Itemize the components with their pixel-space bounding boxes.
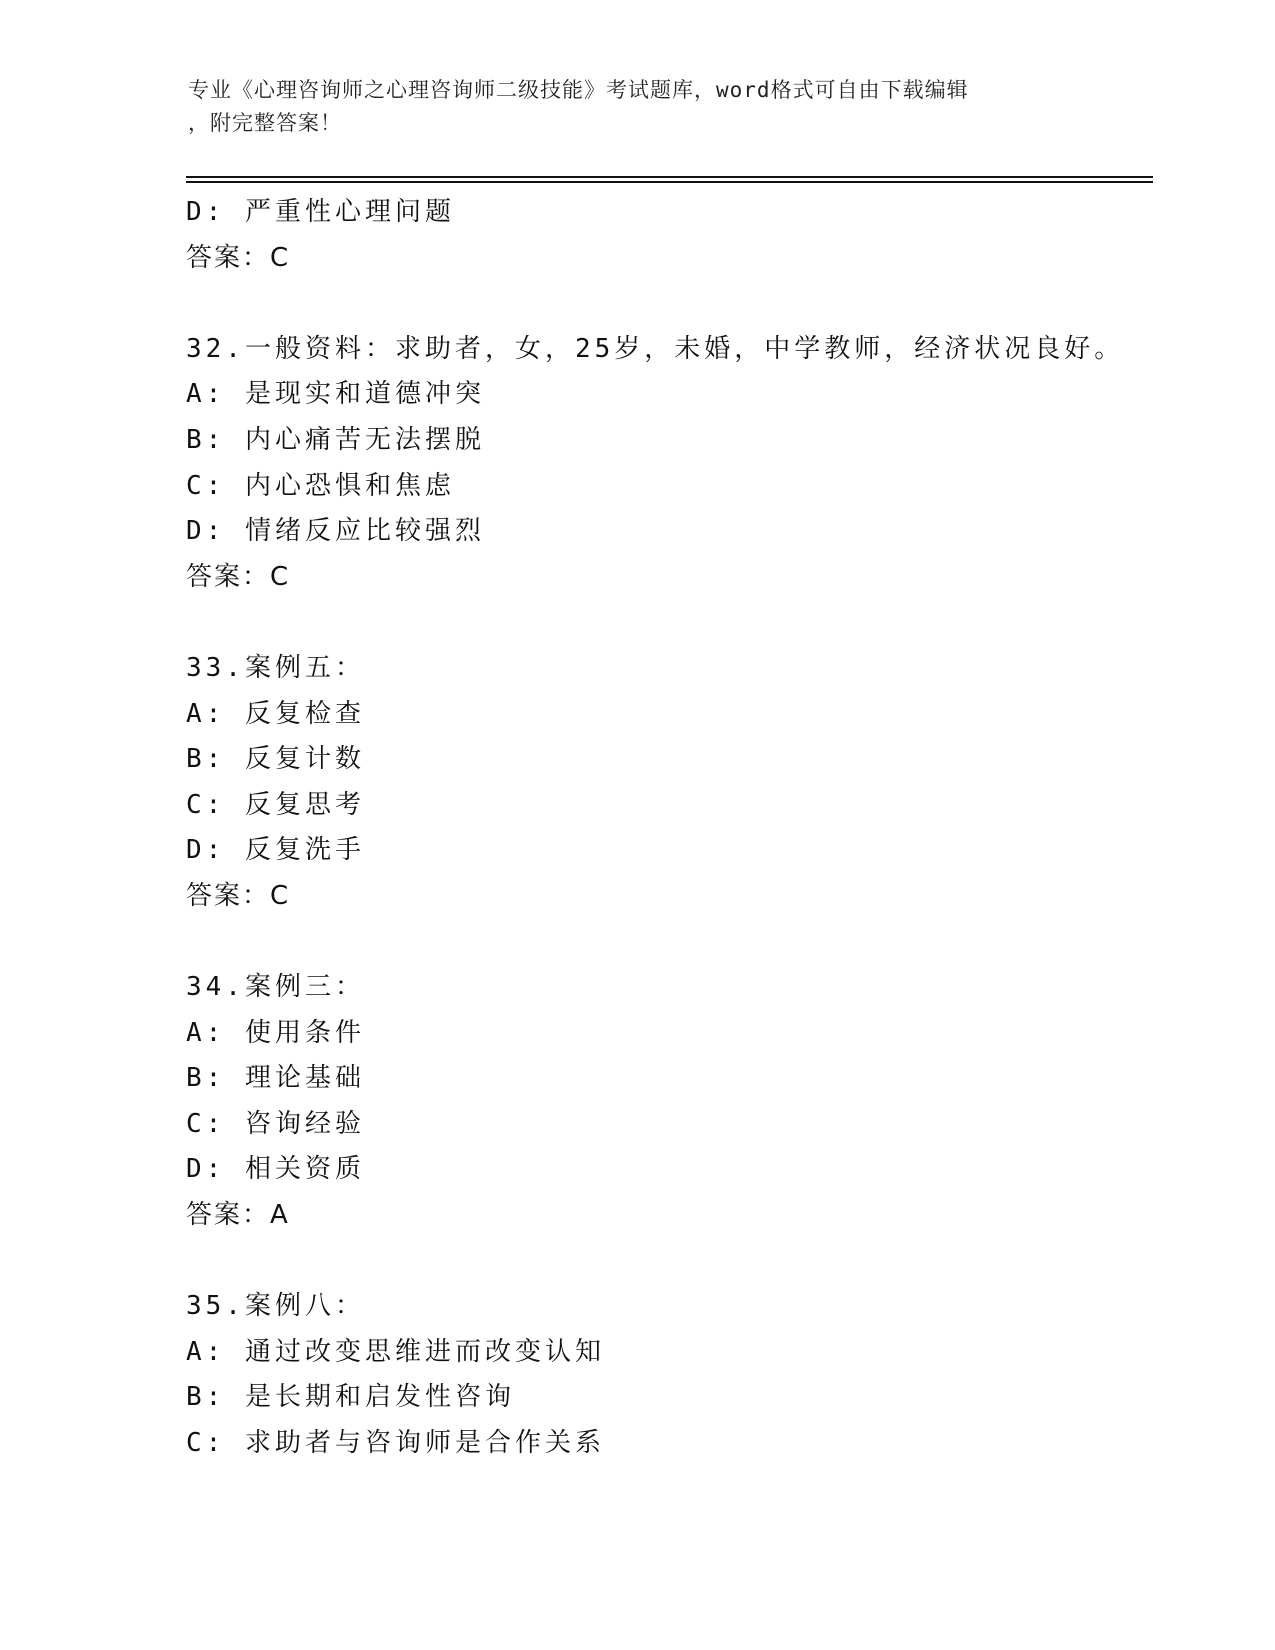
answer-line: 答案：C — [186, 561, 291, 592]
option-b: B: 是长期和启发性咨询 — [186, 1382, 515, 1413]
option-c: C: 反复思考 — [186, 789, 365, 820]
spacer — [186, 600, 1146, 646]
option-c: C: 求助者与咨询师是合作关系 — [186, 1428, 605, 1459]
answer-line: 答案：C — [186, 242, 291, 273]
question-stem: 32.一般资料：求助者，女，25岁，未婚，中学教师，经济状况良好。 — [186, 333, 1125, 364]
question-fragment — [186, 190, 1146, 281]
question-stem: 34.案例三： — [186, 972, 365, 1003]
option-a: A: 反复检查 — [186, 698, 365, 729]
header-rule-top — [186, 176, 1153, 178]
question-34 — [186, 965, 1146, 1239]
question-33 — [186, 646, 1146, 920]
option-a: A: 是现实和道德冲突 — [186, 379, 485, 410]
spacer — [186, 1239, 1146, 1285]
option-c: C: 内心恐惧和焦虑 — [186, 470, 455, 501]
option-a: A: 使用条件 — [186, 1017, 365, 1048]
option-b: B: 内心痛苦无法摆脱 — [186, 424, 485, 455]
question-stem: 35.案例八： — [186, 1291, 365, 1322]
option-b: B: 反复计数 — [186, 744, 365, 775]
answer-line: 答案：C — [186, 880, 291, 911]
question-35 — [186, 1284, 1146, 1466]
spacer — [186, 920, 1146, 966]
question-stem: 33.案例五： — [186, 652, 365, 683]
question-list — [186, 190, 1146, 1467]
option-d: D: 情绪反应比较强烈 — [186, 516, 485, 547]
option-d: D: 反复洗手 — [186, 835, 365, 866]
header-rule-bottom — [186, 181, 1153, 183]
option-d: D: 严重性心理问题 — [186, 197, 455, 227]
answer-line: 答案：A — [186, 1200, 290, 1231]
option-b: B: 理论基础 — [186, 1063, 365, 1094]
question-32 — [186, 327, 1146, 601]
option-d: D: 相关资质 — [186, 1154, 365, 1185]
option-c: C: 咨询经验 — [186, 1108, 365, 1139]
option-a: A: 通过改变思维进而改变认知 — [186, 1336, 605, 1367]
document-header — [188, 74, 1088, 140]
header-line-1: 专业《心理咨询师之心理咨询师二级技能》考试题库，word格式可自由下载编辑 — [188, 78, 969, 102]
spacer — [186, 281, 1146, 327]
header-line-2: ，附完整答案！ — [188, 111, 342, 135]
